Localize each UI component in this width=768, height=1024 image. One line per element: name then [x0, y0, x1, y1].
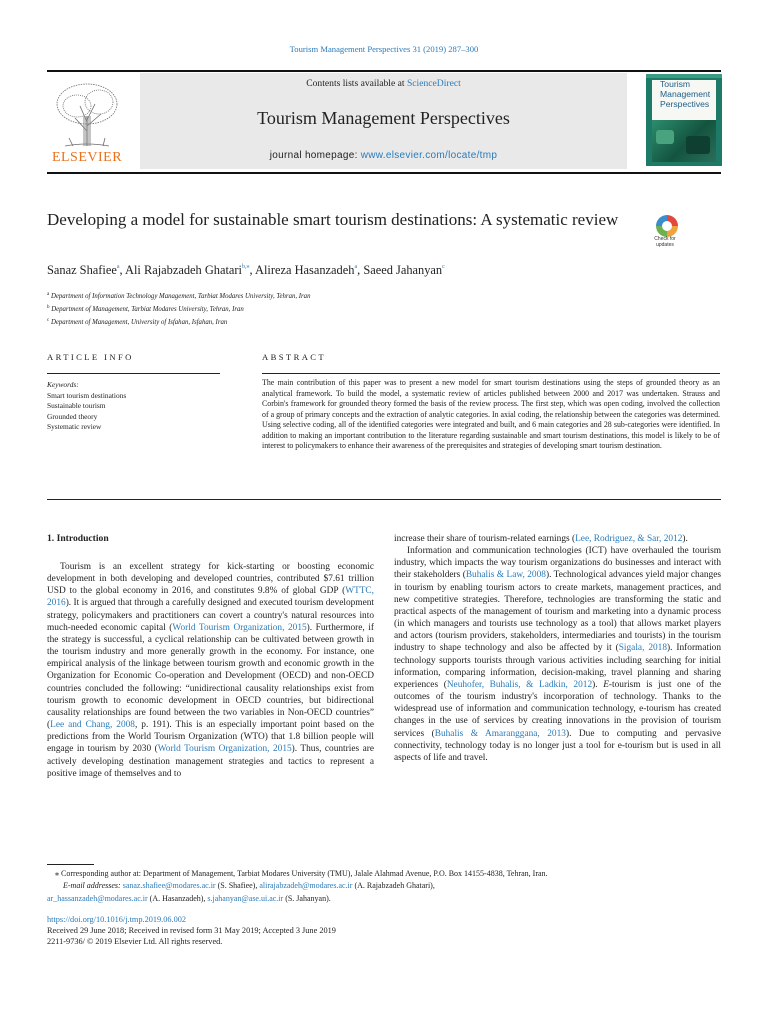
keyword-item: Smart tourism destinations [47, 390, 127, 400]
check-icon-center [662, 221, 672, 231]
body-column-left [47, 561, 374, 780]
article-info-rule [47, 373, 220, 374]
body-paragraph: Tourism is an excellent strategy for kick-starting or boosting economic development in both developing and developed countries, contributed $7.61 trillion USD to the global economy in 2016, and constitutes 9.8% of global GDP (WTTC, 2016). It is argued that through a carefully designed and executed tourism development strategy, policymakers and practitioners can covert a country's natural resources into much-needed economic capital (World Tourism Organization, 2015). Furthermore, if the strategy is successful, a cyclical relationship can be cultivated between growth in the tourism industry and more generally growth in the economy. For instance, one empirical analysis of the linkage between tourism growth and economic growth in the Organization for Economic Co-operation and Development (OECD) and non-OECD countries concluded the following: “unidirectional causality relationships exist from tourism growth to economic development in OECD countries, but bidirectional causality relationships are found between the two variables in Non-OECD countries” (Lee and Chang, 2008, p. 191). This is an especially important point based on the predictions from the World Tourism Organization (WTO) that 1.8 billion people will engage in tourism by 2030 (World Tourism Organization, 2015). Thus, countries are actively developing destination management strategies and tactics to represent a positive image of themselves and to [47, 562, 375, 779]
body-column-right [394, 533, 721, 764]
contents-prefix: Contents lists available at [306, 78, 407, 89]
body-paragraph-continued: increase their share of tourism-related earnings (Lee, Rodriguez, & Sar, 2012). [394, 534, 688, 544]
body-paragraph: Information and communication technologies (ICT) have overhauled the tourism industry, which impacts the way tourism organizations do businesses and interact with their stakeholders (Buhalis & Law, 2008). Technological advances yield major changes in tourism by enabling tourism actors to create markets, management practices, and new competitive strategies. Therefore, technologies are transforming the static and practical aspects of the management of tourism and marketing into a dynamic process (in which managers and tourists use technology as a tool) that allows market players and actors (tourism providers, stakeholders, intermediaries and tourists) in the tourism industry to shape technology and also be affected by it (Sigala, 2018). Information technology supports tourists through various activities including searching for initial information, comparing information, decision-making, travel planning and sharing experiences (Neuhofer, Buhalis, & Ladkin, 2012). E-tourism is just one of the outcomes of the tourism industry's incorporation of technology. Thanks to the widespread use of information and communication technology, e-tourism has created changes in the use of services by creating innovations in the provision of tourism services (Buhalis & Amaranggana, 2013). Due to computing and pervasive connectivity, technology today is no longer just a tool for e-tourism but is used in all aspects of life and travel. [394, 546, 722, 763]
journal-title: Tourism Management Perspectives [257, 108, 510, 128]
keyword-item: Sustainable tourism [47, 401, 106, 411]
author-list: Sanaz Shafiee$^a$, Ali Rajabzadeh Ghatari$^{b,⁎}$, Alireza Hasanzadeh$^a$, Saeed Jahanyan$^c$ [47, 263, 445, 277]
abstract-rule [262, 373, 720, 374]
keyword-item: Systematic review [47, 422, 102, 432]
citation-link[interactable]: World Tourism Organization, 2015 [157, 744, 292, 755]
check-for-updates-label[interactable]: Check for updates [654, 236, 676, 248]
email-link[interactable]: ar_hassanzadeh@modares.ac.ir [47, 893, 148, 903]
sciencedirect-link[interactable]: ScienceDirect [406, 78, 461, 89]
citation-link[interactable]: Sigala, 2018 [618, 643, 668, 654]
footnote-rule [47, 864, 94, 865]
author-affiliation-mark[interactable]: b,⁎ [242, 264, 250, 270]
received-dates: Received 29 June 2018; Received in revised form 31 May 2019; Accepted 3 June 2019 [47, 926, 336, 936]
header-top-rule [47, 70, 721, 72]
author-affiliation-mark[interactable]: c [442, 264, 445, 270]
homepage-link[interactable]: www.elsevier.com/locate/tmp [360, 150, 498, 161]
email-addresses-continued: ar_hassanzadeh@modares.ac.ir (A. Hasanzadeh), s.jahanyan@ase.ui.ac.ir (S. Jahanyan). [47, 893, 331, 903]
cover-top-strip [646, 74, 722, 78]
introduction-heading: 1. Introduction [47, 533, 109, 544]
article-info-heading: ARTICLE INFO [47, 352, 134, 362]
contents-availability [140, 78, 627, 89]
citation-link[interactable]: Neuhofer, Buhalis, & Ladkin, 2012 [446, 679, 593, 690]
abstract-text: The main contribution of this paper was to present a new model for smart tourism destinations using the steps of grounded theory as an analytical framework. To build the model, a systematic review of articles published between 2000 and 2017 was undertaken. Strauss and Corbin's framework for grounded theory formed the basis of the review process. The first step, which was open coding, involved the collection of a group of primary concepts and the extraction of analytic categories. In axial coding, the relationship between the categories was determined. Using selective coding, all of the identified categories were integrated and built, and 6 main categories and 28 sub-categories were identified. In addition to making an important contribution to the literature regarding sustainable and smart tourism destinations, this model is likely to be of interest to policymakers to enhance their awareness of the prerequisites and strategies of developing smart tourism destination. [262, 378, 720, 451]
citation-link[interactable]: World Tourism Organization, 2015 [172, 622, 307, 633]
author-name: Ali Rajabzadeh Ghatari [125, 263, 243, 277]
author-name: Saeed Jahanyan [363, 263, 443, 277]
email-link[interactable]: s.jahanyan@ase.ui.ac.ir [207, 893, 284, 903]
email-link[interactable]: alirajabzadeh@modares.ac.ir [259, 881, 353, 891]
cover-photo-detail [686, 136, 710, 154]
citation-link[interactable]: Lee and Chang, 2008 [50, 720, 135, 731]
footnote [47, 868, 721, 905]
citation-link[interactable]: Lee, Rodriguez, & Sar, 2012 [575, 534, 683, 544]
affiliation-list [47, 289, 647, 329]
journal-citation[interactable]: Tourism Management Perspectives 31 (2019) 287–300 [289, 44, 479, 54]
author-name: Sanaz Shafiee [47, 263, 117, 277]
doi-link[interactable]: https://doi.org/10.1016/j.tmp.2019.06.002 [47, 915, 187, 924]
abstract-heading: ABSTRACT [262, 352, 327, 362]
citation-link[interactable]: Buhalis & Amaranggana, 2013 [434, 728, 566, 739]
affiliation-item: $^b$ Department of Management, Tarbiat Modares University, Tehran, Iran [47, 305, 244, 314]
keywords-block [47, 380, 227, 433]
author-affiliation-mark[interactable]: a [354, 264, 358, 270]
header-bottom-rule [47, 172, 721, 174]
affiliation-item: $^c$ Department of Management, University of Isfahan, Isfahan, Iran [47, 318, 228, 327]
journal-homepage [140, 150, 627, 161]
citation-link[interactable]: Buhalis & Law, 2008 [465, 570, 546, 581]
elsevier-wordmark: ELSEVIER [51, 150, 123, 165]
journal-cover-image[interactable] [646, 74, 722, 166]
corresponding-author-note: ⁎ Corresponding author at: Department of Management, Tarbiat Modares University (TMU), Jalale Alahmad Avenue, P.O. Box 14155-4838, Tehran, Iran. [55, 869, 548, 878]
affiliation-item: $^a$ Department of Information Technology Management, Tarbiat Modares University, Tehran, Iran [47, 292, 311, 300]
keywords-label: Keywords: [47, 380, 79, 389]
citation-link[interactable]: WTTC, 2016 [47, 586, 374, 609]
copyright-line: 2211-9736/ © 2019 Elsevier Ltd. All rights reserved. [47, 937, 223, 947]
article-title: Developing a model for sustainable smart tourism destinations: A systematic review [47, 210, 619, 229]
email-addresses: E-mail addresses: sanaz.shafiee@modares.ac.ir (S. Shafiee), alirajabzadeh@modares.ac.ir (A. Rajabzadeh Ghatari), [63, 881, 435, 891]
publication-info [47, 914, 721, 948]
cover-title: Tourism Management Perspectives [660, 79, 711, 109]
cover-photo-detail [656, 130, 674, 144]
keyword-item: Grounded theory [47, 411, 98, 421]
author-affiliation-mark[interactable]: a [116, 264, 120, 270]
email-link[interactable]: sanaz.shafiee@modares.ac.ir [122, 881, 216, 891]
homepage-prefix: journal homepage: [269, 150, 361, 161]
author-name: Alireza Hasanzadeh [255, 263, 355, 277]
section-divider [47, 499, 721, 500]
